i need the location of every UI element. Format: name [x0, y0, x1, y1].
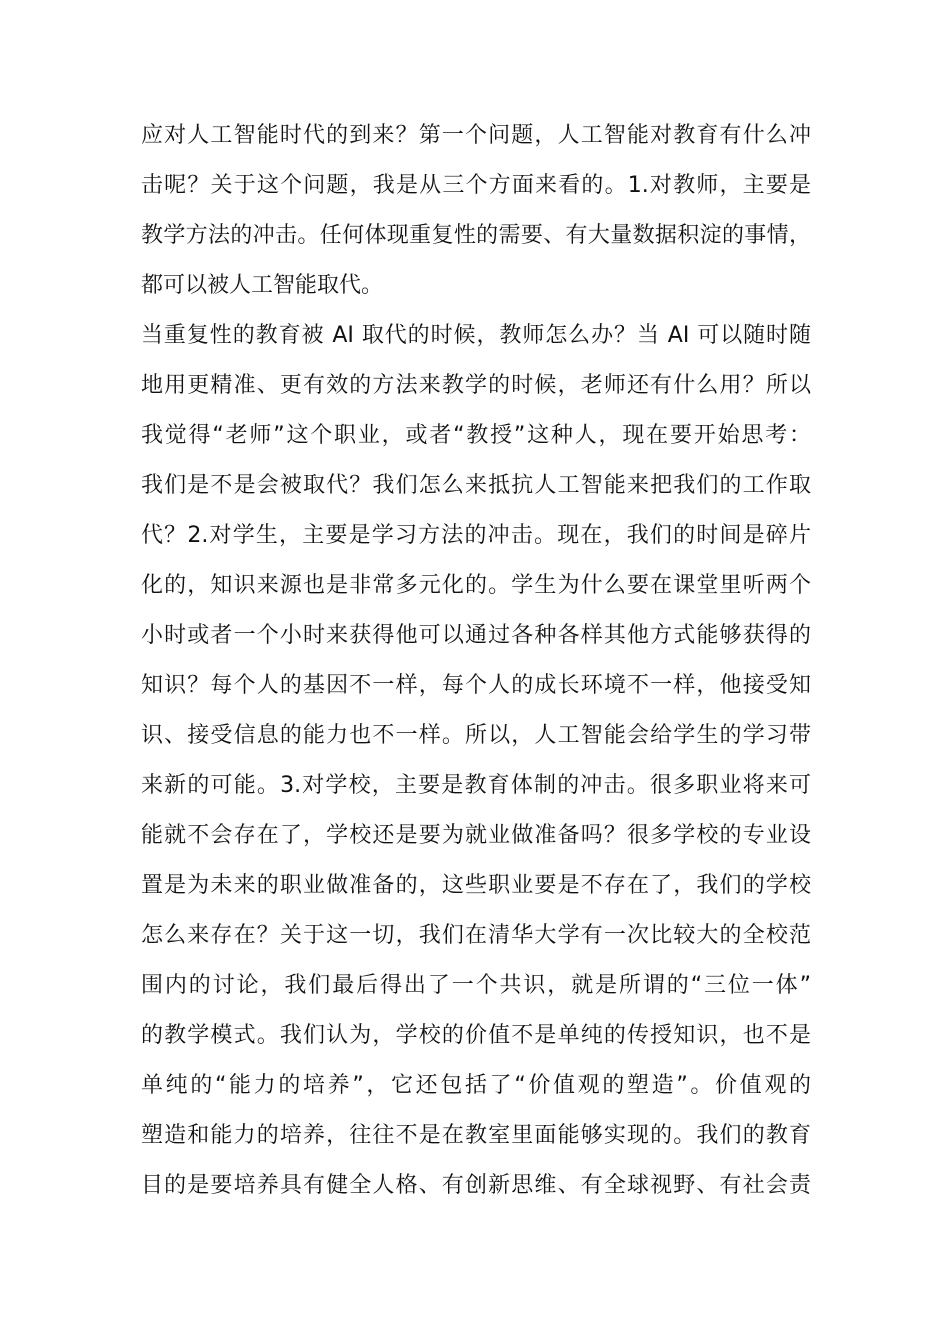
paragraph-line: 知识？每个人的基因不一样，每个人的成长环境不一样，他接受知: [141, 673, 811, 698]
paragraph-line: 目的是要培养具有健全人格、有创新思维、有全球视野、有社会责: [141, 1173, 811, 1198]
paragraph-line: 应对人工智能时代的到来？第一个问题，人工智能对教育有什么冲: [141, 123, 811, 148]
paragraph-line: 小时或者一个小时来获得他可以通过各种各样其他方式能够获得的: [141, 623, 811, 648]
paragraph-line: 的教学模式。我们认为，学校的价值不是单纯的传授知识，也不是: [141, 1023, 811, 1048]
paragraph-line: 来新的可能。3.对学校，主要是教育体制的冲击。很多职业将来可: [141, 773, 811, 798]
paragraph-line: 代？2.对学生，主要是学习方法的冲击。现在，我们的时间是碎片: [141, 523, 811, 548]
paragraph-line: 化的，知识来源也是非常多元化的。学生为什么要在课堂里听两个: [141, 573, 811, 598]
paragraph-line: 我们是不是会被取代？我们怎么来抵抗人工智能来把我们的工作取: [141, 473, 811, 498]
paragraph-line: 当重复性的教育被 AI 取代的时候，教师怎么办？当 AI 可以随时随: [141, 323, 811, 348]
paragraph-line: 围内的讨论，我们最后得出了一个共识，就是所谓的“三位一体”: [141, 973, 811, 998]
paragraph-line: 识、接受信息的能力也不一样。所以，人工智能会给学生的学习带: [141, 723, 811, 748]
paragraph-line: 塑造和能力的培养，往往不是在教室里面能够实现的。我们的教育: [141, 1123, 811, 1148]
paragraph-line: 能就不会存在了，学校还是要为就业做准备吗？很多学校的专业设: [141, 823, 811, 848]
paragraph-line: 我觉得“老师”这个职业，或者“教授”这种人，现在要开始思考：: [141, 423, 811, 448]
paragraph-line: 地用更精准、更有效的方法来教学的时候，老师还有什么用？所以: [141, 373, 811, 398]
paragraph-line: 教学方法的冲击。任何体现重复性的需要、有大量数据积淀的事情，: [141, 223, 811, 248]
paragraph-line: 单纯的“能力的培养”，它还包括了“价值观的塑造”。价值观的: [141, 1073, 811, 1098]
paragraph-line: 怎么来存在？关于这一切，我们在清华大学有一次比较大的全校范: [141, 923, 811, 948]
paragraph-line: 置是为未来的职业做准备的，这些职业要是不存在了，我们的学校: [141, 873, 811, 898]
paragraph-line: 都可以被人工智能取代。: [141, 273, 384, 298]
paragraph-line: 击呢？关于这个问题，我是从三个方面来看的。1.对教师，主要是: [141, 173, 811, 198]
